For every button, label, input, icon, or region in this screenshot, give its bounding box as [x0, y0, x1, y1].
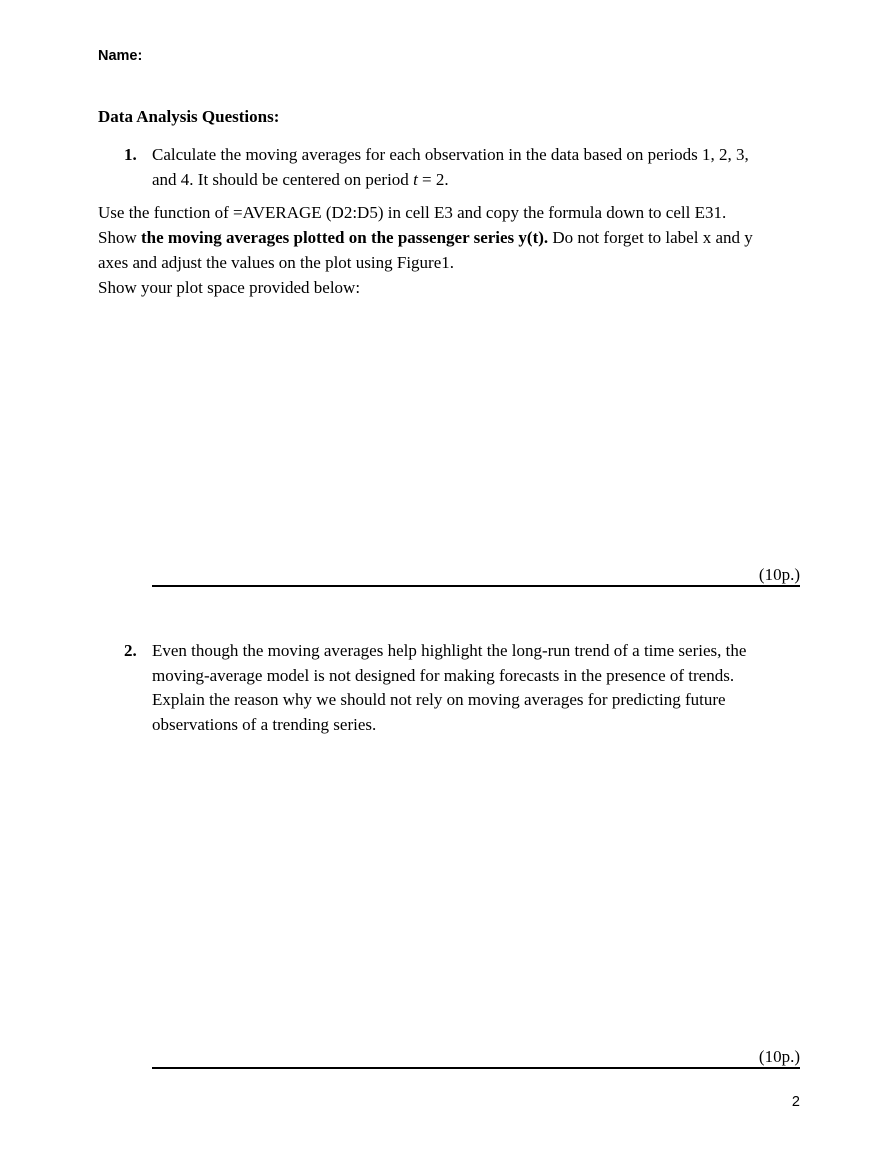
- question-2-answer-space[interactable]: [152, 745, 800, 1060]
- question-1-period-variable: t: [413, 169, 418, 189]
- name-label: Name:: [98, 48, 143, 64]
- question-1-line-2-prefix: and 4. It should be centered on period: [152, 169, 414, 189]
- question-2-number: 2.: [124, 641, 137, 660]
- question-1-line-2: [152, 168, 812, 193]
- instruction-plot-prefix: Show: [98, 228, 141, 247]
- question-2-line-1: Even though the moving averages help highlight the long-run trend of a time series, the: [152, 641, 747, 660]
- question-1-text: [152, 143, 812, 192]
- instruction-plot-suffix: Do not forget to label x and y: [548, 228, 753, 247]
- instruction-plot-bold: the moving averages plotted on the passenger series y(t).: [140, 228, 549, 247]
- question-1-line-2-suffix: = 2.: [417, 169, 449, 189]
- question-1-line-1: Calculate the moving averages for each observation in the data based on periods 1, 2, 3,: [152, 145, 749, 164]
- question-1-number: 1.: [124, 145, 137, 164]
- page-number: 2: [791, 1094, 800, 1110]
- instruction-axes: axes and adjust the values on the plot using Figure1.: [98, 253, 454, 272]
- question-2-line-3: Explain the reason why we should not rely on moving averages for predicting future: [152, 690, 726, 709]
- plot-answer-space[interactable]: [152, 300, 800, 580]
- instruction-plot-space: Show your plot space provided below:: [98, 278, 361, 297]
- question-2-points: (10p.): [758, 1047, 800, 1066]
- instruction-formula: Use the function of =AVERAGE (D2:D5) in cell E3 and copy the formula down to cell E31.: [98, 203, 727, 222]
- section-heading: Data Analysis Questions:: [98, 107, 280, 126]
- question-2-line-2: moving-average model is not designed for making forecasts in the presence of trends.: [152, 665, 735, 685]
- question-2-line-4: observations of a trending series.: [152, 714, 377, 734]
- question-2-text: [152, 639, 812, 737]
- question-1-points: (10p.): [758, 565, 800, 584]
- instruction-plot: [98, 225, 798, 250]
- question-1-instructions: [98, 200, 798, 300]
- question-2-answer-line: [152, 1067, 800, 1069]
- question-1-answer-line: [152, 585, 800, 587]
